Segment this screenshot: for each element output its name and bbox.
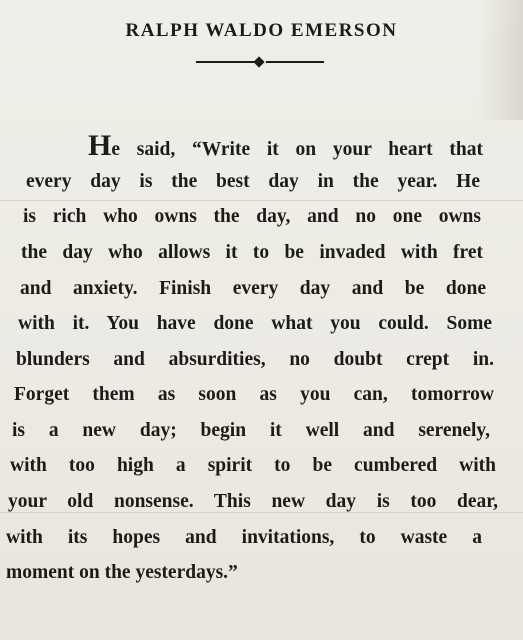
ornament-divider — [196, 55, 324, 69]
quote-line: Forget them as soon as you can, tomorrow — [14, 384, 494, 405]
quote-line: moment on the yesterdays.” — [6, 562, 238, 583]
quote-line: with its hopes and invitations, to waste a — [6, 527, 482, 548]
drop-cap: H — [88, 129, 112, 162]
divider-rule-left — [196, 61, 254, 63]
quote-line: every day is the best day in the year. He — [26, 171, 480, 192]
quote-line: is a new day; begin it well and serenely, — [12, 420, 490, 441]
quote-line: the day who allows it to be invaded with fret — [21, 242, 483, 263]
quote-line: with it. You have done what you could. Some — [18, 313, 492, 334]
author-heading: RALPH WALDO EMERSON — [125, 20, 398, 41]
quote-line: is rich who owns the day, and no one owns — [23, 206, 481, 227]
quote-line: and anxiety. Finish every day and be done — [20, 278, 486, 299]
quote-line: with too high a spirit to be cumbered with — [10, 455, 496, 476]
quote-line: blunders and absurdities, no doubt crept in. — [16, 349, 494, 370]
diamond-ornament-icon — [253, 56, 264, 67]
quote-line — [88, 130, 483, 162]
divider-rule-right — [266, 61, 324, 63]
quote-line-text: e said, “Write it on your heart that — [111, 139, 483, 160]
quote-line: your old nonsense. This new day is too dear, — [8, 491, 498, 512]
page-edge-shadow — [479, 0, 523, 120]
